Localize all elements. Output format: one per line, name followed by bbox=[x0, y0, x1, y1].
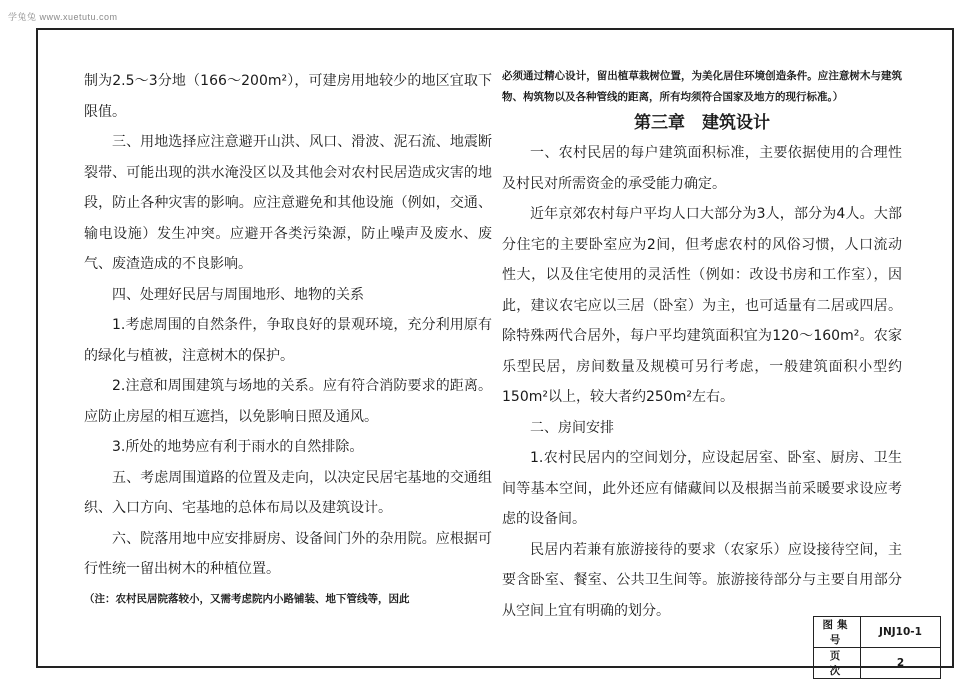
section-heading: 二、房间安排 bbox=[530, 419, 614, 436]
note: （注：农村民居院落较小，又需考虑院内小路铺装、地下管线等，因此 bbox=[84, 592, 410, 605]
drawing-number: JNJ10-1 bbox=[861, 617, 941, 648]
left-column bbox=[84, 66, 492, 607]
paragraph: 1.农村民居内的空间划分，应设起居室、卧室、厨房、卫生间等基本空间，此外还应有储藏间以及根据当前采暖要求设应考虑的设备间。 bbox=[502, 450, 902, 527]
paragraph: 制为2.5～3分地（166～200m²），可建房用地较少的地区宜取下限值。 bbox=[84, 73, 492, 120]
paragraph: 1.考虑周围的自然条件，争取良好的景观环境，充分利用原有的绿化与植被，注意树木的保护。 bbox=[84, 317, 492, 364]
drawing-number-label: 图集号 bbox=[814, 617, 861, 648]
paragraph: 近年京郊农村每户平均人口大部分为3人，部分为4人。大部分住宅的主要卧室应为2间，但考虑农村的风俗习惯，人口流动性大，以及住宅使用的灵活性（例如：改设书房和工作室），因此，建议农宅应以三居（卧室）为主，也可适量有二居或四居。除特殊两代合居外，每户平均建筑面积宜为120～160m²。农家乐型民居，房间数量及规模可另行考虑，一般建筑面积小型约150m²以上，较大者约250m²左右。 bbox=[502, 206, 902, 405]
section-heading: 四、处理好民居与周围地形、地物的关系 bbox=[112, 286, 364, 303]
note-continuation: 必须通过精心设计，留出植草栽树位置，为美化居住环境创造条件。应注意树木与建筑物、构筑物以及各种管线的距离，所有均须符合国家及地方的现行标准。） bbox=[502, 70, 902, 103]
chapter-title: 第三章 建筑设计 bbox=[634, 113, 770, 133]
page-number: 2 bbox=[861, 648, 941, 679]
paragraph: 3.所处的地势应有利于雨水的自然排除。 bbox=[112, 439, 364, 455]
paragraph: 三、用地选择应注意避开山洪、风口、滑波、泥石流、地震断裂带、可能出现的洪水淹没区以及其他会对农村民居造成灾害的地段，防止各种灾害的影响。应注意避免和其他设施（例如，交通、输电设施）发生冲突。应避开各类污染源，防止噪声及废水、废气、废渣造成的不良影响。 bbox=[84, 134, 492, 272]
paragraph: 五、考虑周围道路的位置及走向，以决定民居宅基地的交通组织、入口方向、宅基地的总体布局以及建筑设计。 bbox=[84, 469, 492, 516]
paragraph: 2.注意和周围建筑与场地的关系。应有符合消防要求的距离。应防止房屋的相互遮挡，以免影响日照及通风。 bbox=[84, 378, 492, 425]
title-block bbox=[813, 616, 941, 679]
paragraph: 一、农村民居的每户建筑面积标准，主要依据使用的合理性及村民对所需资金的承受能力确定。 bbox=[502, 145, 902, 192]
watermark: 学兔兔 www.xuetutu.com bbox=[8, 12, 118, 22]
right-column bbox=[502, 66, 902, 626]
paragraph: 民居内若兼有旅游接待的要求（农家乐）应设接待空间，主要含卧室、餐室、公共卫生间等。旅游接待部分与主要自用部分从空间上宜有明确的划分。 bbox=[502, 541, 902, 619]
page-label: 页 次 bbox=[814, 648, 861, 679]
paragraph: 六、院落用地中应安排厨房、设备间门外的杂用院。应根据可行性统一留出树木的种植位置。 bbox=[84, 530, 492, 577]
